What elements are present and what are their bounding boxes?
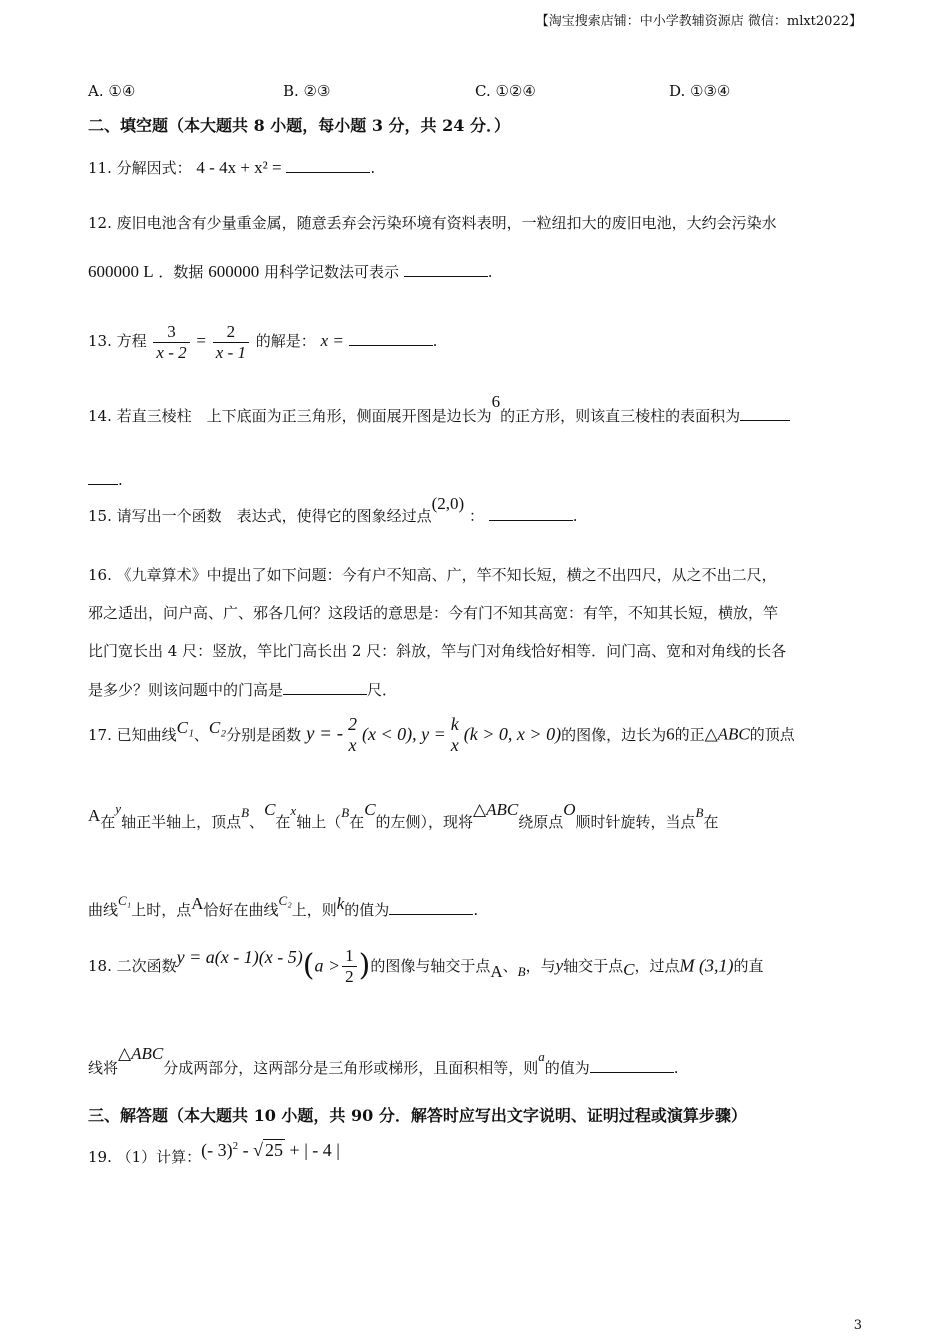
q17-curve-c1: C₁ [176, 718, 194, 738]
q13-variable: x = [320, 331, 344, 351]
question-16-line-1: 16. 《九章算术》中提出了如下问题：今有户不知高、广，竿不知长短，横之不出四尺，从之不出二尺， [88, 566, 777, 584]
q12-answer-blank [404, 262, 488, 277]
question-14-line-2: . [88, 470, 123, 489]
q17-fraction-2-over-x: 2 x [348, 714, 358, 755]
question-16-line-4: 是多少？则该问题中的门高是 尺． [88, 681, 398, 699]
section-2-title: 二、填空题（本大题共 8 小题，每小题 3 分，共 24 分．） [88, 116, 510, 135]
q11-expression: 4 - 4x + x² = [196, 158, 282, 177]
page-number: 3 [853, 1318, 862, 1333]
question-17-line-3: 曲线C₁上时，点A恰好在曲线C₂上，则k的值为 . [88, 893, 479, 919]
q17-fraction-k-over-x: k x [450, 714, 459, 755]
q18-fraction-half: $\frac{1}{2}$ [342, 946, 357, 986]
option-d: D. ①③④ [669, 82, 731, 100]
q17-answer-blank [389, 900, 473, 915]
q13-fraction-left: $\frac{3}{x - 2}$ [153, 322, 189, 362]
question-16-line-2: 邪之适出，问户高、广、邪各几何？这段话的意思是：今有门不知其高宽：有竿，不知其长短，横放，竿 [88, 604, 779, 622]
q12-amount: 600000 L [88, 262, 154, 281]
q13-label: 13. 方程 [88, 332, 147, 351]
q12-tail-text: 用科学记数法可表示 [264, 263, 400, 281]
q18-answer-blank [590, 1058, 674, 1073]
q18-point-m: M (3,1) [679, 955, 734, 976]
question-12-line-1: 12. 废旧电池含有少量重金属，随意丢弃会污染环境有资料表明，一粒纽扣大的废旧电池，大约会污染水 [88, 214, 777, 232]
q11-answer-blank [286, 158, 370, 173]
q13-fraction-right: $\frac{2}{x - 1}$ [213, 322, 249, 362]
q13-answer-blank [349, 331, 433, 346]
q14-answer-blank-continued [88, 470, 118, 485]
q14-text-2: 的正方形，则该直三棱柱的表面积为 [500, 407, 741, 425]
section-3-title: 三、解答题（本大题共 10 小题，共 90 分．解答时应写出文字说明、证明过程或演算步骤） [88, 1106, 747, 1125]
question-17-line-1: 17. 已知曲线C₁、C₂分别是函数 y = - 2 x (x < 0), y = k x (k > 0, x > 0)的图像，边长为6的正△ABC的顶点 [88, 714, 795, 755]
q13-tail-text: 的解是： [255, 332, 316, 351]
option-c: C. ①②④ [475, 82, 536, 100]
q14-text-1: 14. 若直三棱柱 上下底面为正三角形，侧面展开图是边长为 [88, 407, 492, 425]
q12-number: 600000 [208, 262, 260, 281]
q16-answer-blank [283, 680, 367, 695]
q15-point: (2,0) [431, 494, 465, 513]
q18-function: y = a(x - 1)(x - 5) [176, 947, 303, 968]
q14-side-length: 6 [491, 392, 501, 411]
question-13: 13. 方程 $\frac{3}{x - 2}$ = $\frac{2}{x - 1}$ 的解是： x = . [88, 322, 438, 362]
question-11: 11. 分解因式： 4 - 4x + x² = . [88, 158, 376, 177]
q15-colon: ： [469, 507, 485, 525]
q17-curve-c2: C₂ [208, 718, 227, 738]
q11-label: 11. 分解因式： [88, 159, 192, 177]
option-b: B. ②③ [283, 82, 331, 100]
question-17-line-2: A在y轴正半轴上，顶点B、C在x轴上（B在C的左侧），现将△ABC绕原点O顺时针旋转，当点B在 [88, 800, 719, 831]
question-14-line-1 [88, 392, 790, 426]
page-header: 【淘宝搜索店铺：中小学教辅资源店 微信：mlxt2022】 [535, 14, 862, 29]
q12-mid-text: ．数据 [158, 263, 204, 281]
option-a: A. ①④ [88, 82, 136, 100]
question-16-line-3: 比门宽长出 4 尺：竖放，竿比门高长出 2 尺：斜放，竿与门对角线恰好相等．问门高、宽和对角线的长各 [88, 642, 787, 660]
q17-triangle-abc: △ABC [704, 724, 750, 744]
question-15: 15. 请写出一个函数 表达式，使得它的图象经过点(2,0) ： . [88, 494, 578, 525]
q14-answer-blank [740, 406, 790, 421]
question-18-line-2: 线将△ABC分成两部分，这两部分是三角形或梯形，且面积相等，则a的值为 . [88, 1044, 679, 1077]
q18-triangle-abc: △ABC [118, 1044, 164, 1063]
question-18-line-1: 18. 二次函数y = a(x - 1)(x - 5)(a > $\frac{1}{2}$ )的图像与轴交于点A、B，与y轴交于点C，过点M (3,1)的直 [88, 946, 764, 986]
q17-triangle-abc-2: △ABC [473, 800, 519, 819]
q15-text: 15. 请写出一个函数 表达式，使得它的图象经过点 [88, 507, 432, 525]
q15-answer-blank [489, 506, 573, 521]
question-19: 19. （1）计算：(- 3)$^2$ - √ 25 + | - 4 | [88, 1140, 340, 1166]
question-12-line-2: 600000 L ．数据 600000 用科学记数法可表示 . [88, 262, 493, 281]
q19-expression: (- 3)$^2$ - √ 25 + | - 4 | [201, 1140, 340, 1160]
